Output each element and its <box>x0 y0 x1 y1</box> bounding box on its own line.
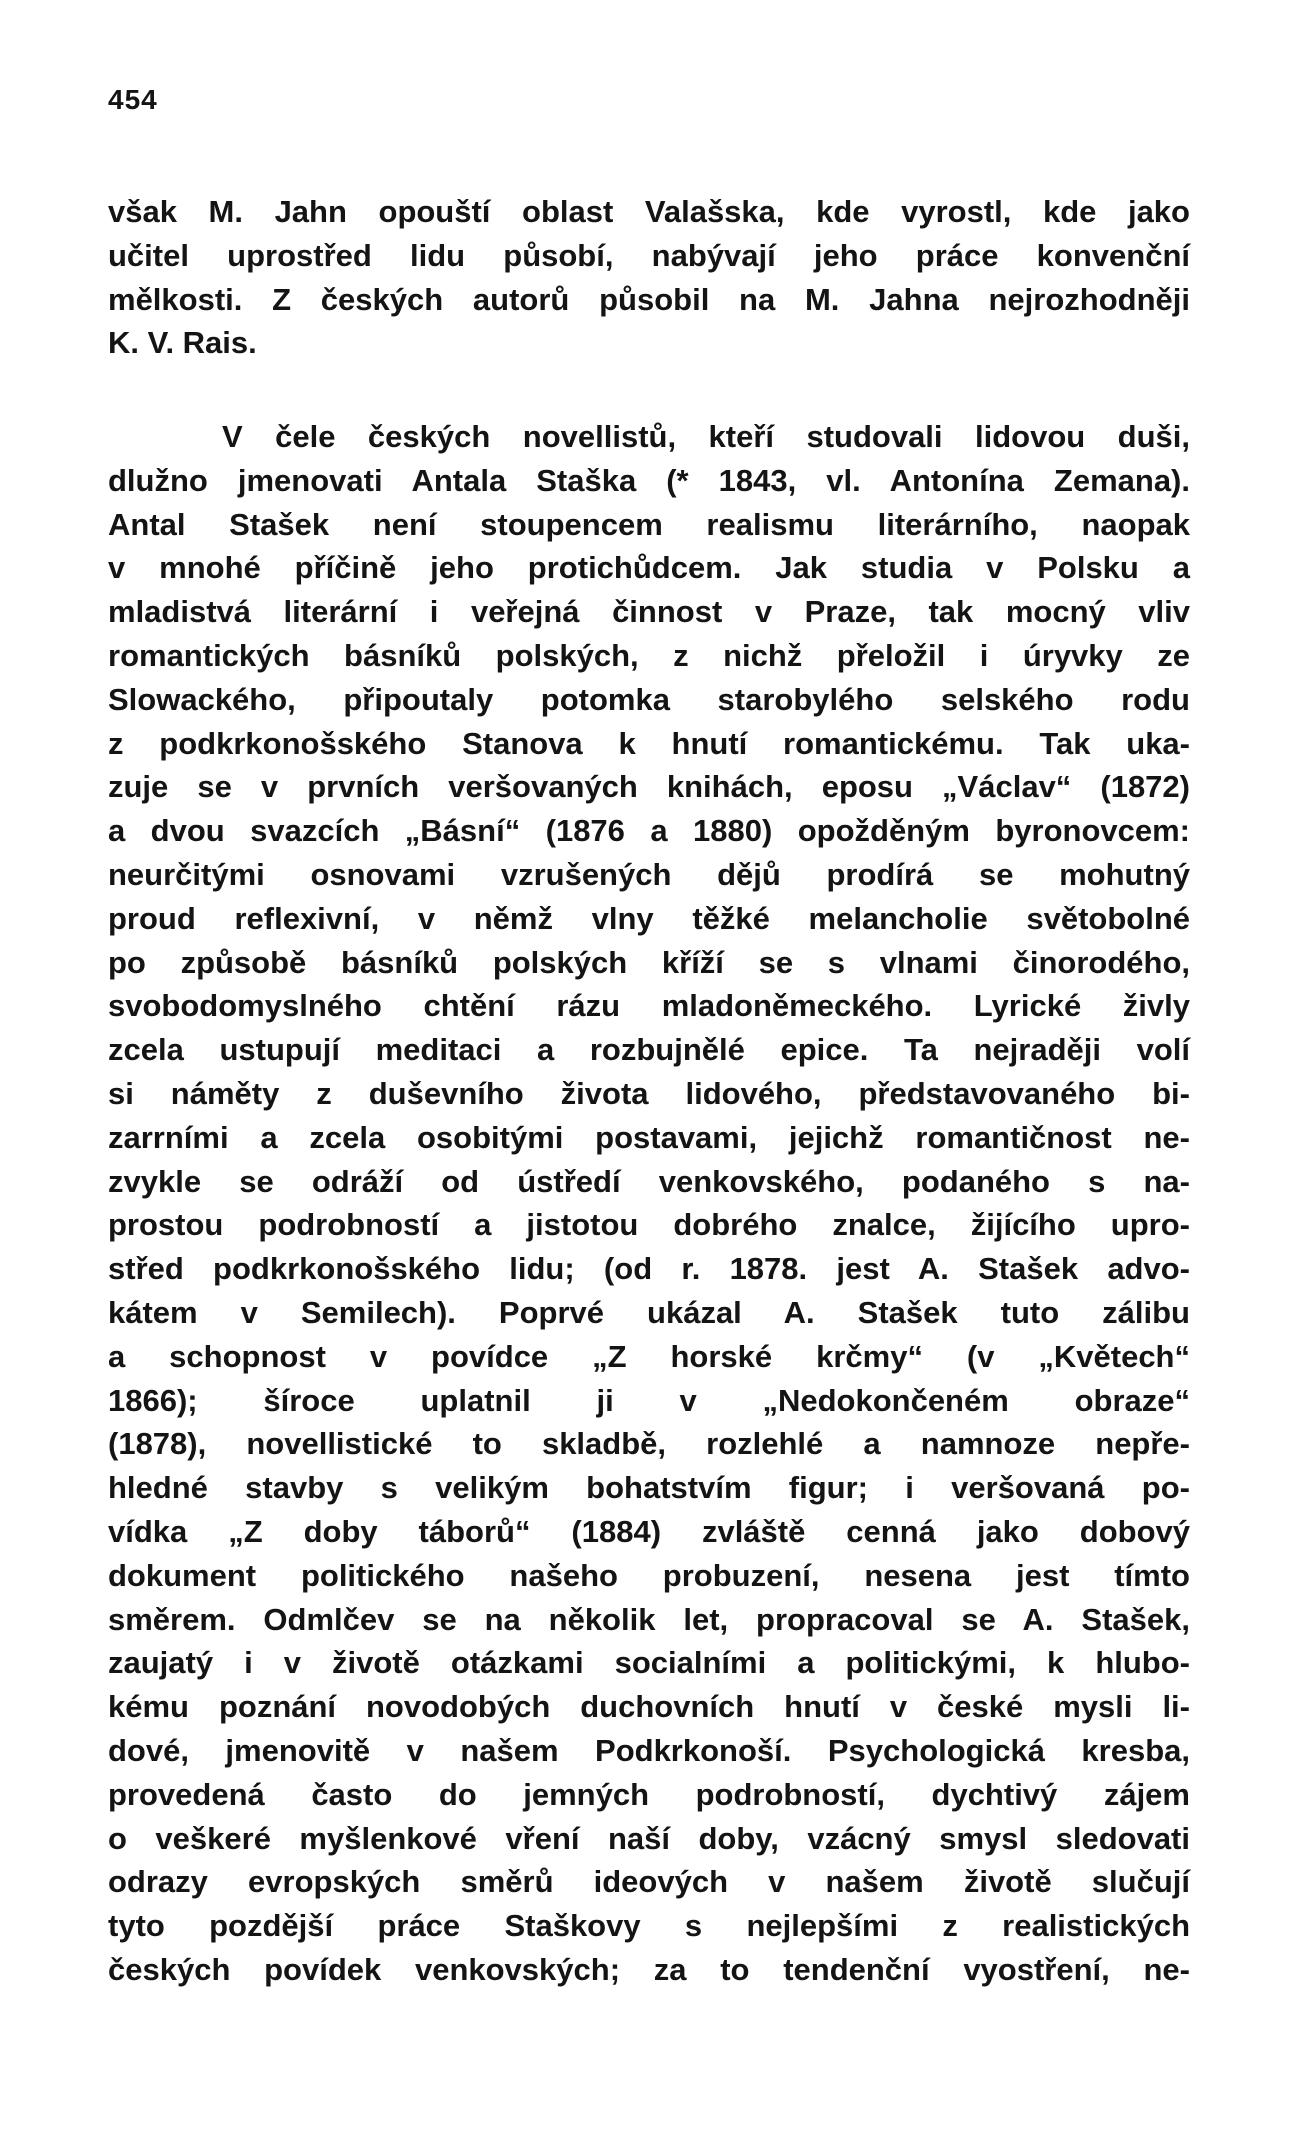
page-number: 454 <box>108 84 158 115</box>
text-line: (1878), novellistické to skladbě, rozlehlé a namnoze nepře- <box>108 1426 1190 1462</box>
text-line: odrazy evropských směrů ideových v našem životě slučují <box>108 1864 1190 1900</box>
text-line: dlužno jmenovati Antala Staška (* 1843, vl. Antonína Zemana). <box>108 462 1190 498</box>
text-line: z podkrkonošského Stanova k hnutí romantickému. Tak uka- <box>108 725 1190 761</box>
text-line: prostou podrobností a jistotou dobrého znalce, žijícího upro- <box>108 1207 1190 1243</box>
text-line: dokument politického našeho probuzení, nesena jest tímto <box>108 1557 1190 1593</box>
text-line: svobodomyslného chtění rázu mladoněmeckého. Lyrické živly <box>108 988 1190 1024</box>
text-line: zaujatý i v životě otázkami socialními a politickými, k hlubo- <box>108 1645 1190 1681</box>
text-line: učitel uprostřed lidu působí, nabývají jeho práce konvenční <box>108 237 1190 273</box>
text-line: kému poznání novodobých duchovních hnutí v české mysli li- <box>108 1689 1190 1725</box>
text-line: provedená často do jemných podrobností, dychtivý zájem <box>108 1776 1190 1812</box>
text-line: V čele českých novellistů, kteří studovali lidovou duši, <box>222 419 1190 454</box>
text-line: zuje se v prvních veršovaných knihách, eposu „Václav“ (1872) <box>108 769 1190 805</box>
paragraph-1 <box>108 190 1190 365</box>
text-line: 1866); šíroce uplatnil ji v „Nedokončeném obraze“ <box>108 1382 1190 1418</box>
paragraph-2 <box>108 415 1190 1992</box>
text-line: zarrními a zcela osobitými postavami, jejichž romantičnost ne- <box>108 1119 1190 1155</box>
text-line: střed podkrkonošského lidu; (od r. 1878. jest A. Stašek advo- <box>108 1251 1190 1287</box>
text-line: v mnohé příčině jeho protichůdcem. Jak studia v Polsku a <box>108 550 1190 586</box>
text-line: proud reflexivní, v němž vlny těžké melancholie světobolné <box>108 900 1190 936</box>
text-line: tyto pozdější práce Staškovy s nejlepšími z realistických <box>108 1908 1190 1944</box>
text-line: českých povídek venkovských; za to tendenční vyostření, ne- <box>108 1951 1190 1987</box>
text-line: směrem. Odmlčev se na několik let, propracoval se A. Stašek, <box>108 1601 1190 1637</box>
text-line: neurčitými osnovami vzrušených dějů prodírá se mohutný <box>108 856 1190 892</box>
text-line: Antal Stašek není stoupencem realismu literárního, naopak <box>108 506 1190 542</box>
text-line: však M. Jahn opouští oblast Valašska, kde vyrostl, kde jako <box>108 194 1190 229</box>
text-line: Slowackého, připoutaly potomka starobylého selského rodu <box>108 681 1190 717</box>
text-line: dové, jmenovitě v našem Podkrkonoší. Psychologická kresba, <box>108 1732 1190 1768</box>
text-line: po způsobě básníků polských kříží se s vlnami činorodého, <box>108 944 1190 980</box>
text-line: mělkosti. Z českých autorů působil na M. Jahna nejrozhodněji <box>108 281 1190 317</box>
text-line: si náměty z duševního života lidového, představovaného bi- <box>108 1075 1190 1111</box>
text-line: zcela ustupují meditaci a rozbujnělé epice. Ta nejraději volí <box>108 1032 1190 1068</box>
text-line: o veškeré myšlenkové vření naší doby, vzácný smysl sledovati <box>108 1820 1190 1856</box>
text-line: vídka „Z doby táborů“ (1884) zvláště cenná jako dobový <box>108 1513 1190 1549</box>
text-line: a dvou svazcích „Básní“ (1876 a 1880) opožděným byronovcem: <box>108 813 1190 849</box>
text-line: hledné stavby s velikým bohatstvím figur; i veršovaná po- <box>108 1470 1190 1506</box>
text-line: romantických básníků polských, z nichž přeložil i úryvky ze <box>108 637 1190 673</box>
text-line: K. V. Rais. <box>108 325 257 361</box>
text-line: mladistvá literární i veřejná činnost v Praze, tak mocný vliv <box>108 594 1190 630</box>
text-line: kátem v Semilech). Poprvé ukázal A. Stašek tuto zálibu <box>108 1294 1190 1330</box>
text-line: a schopnost v povídce „Z horské krčmy“ (v „Květech“ <box>108 1338 1190 1374</box>
text-line: zvykle se odráží od ústředí venkovského, podaného s na- <box>108 1163 1190 1199</box>
